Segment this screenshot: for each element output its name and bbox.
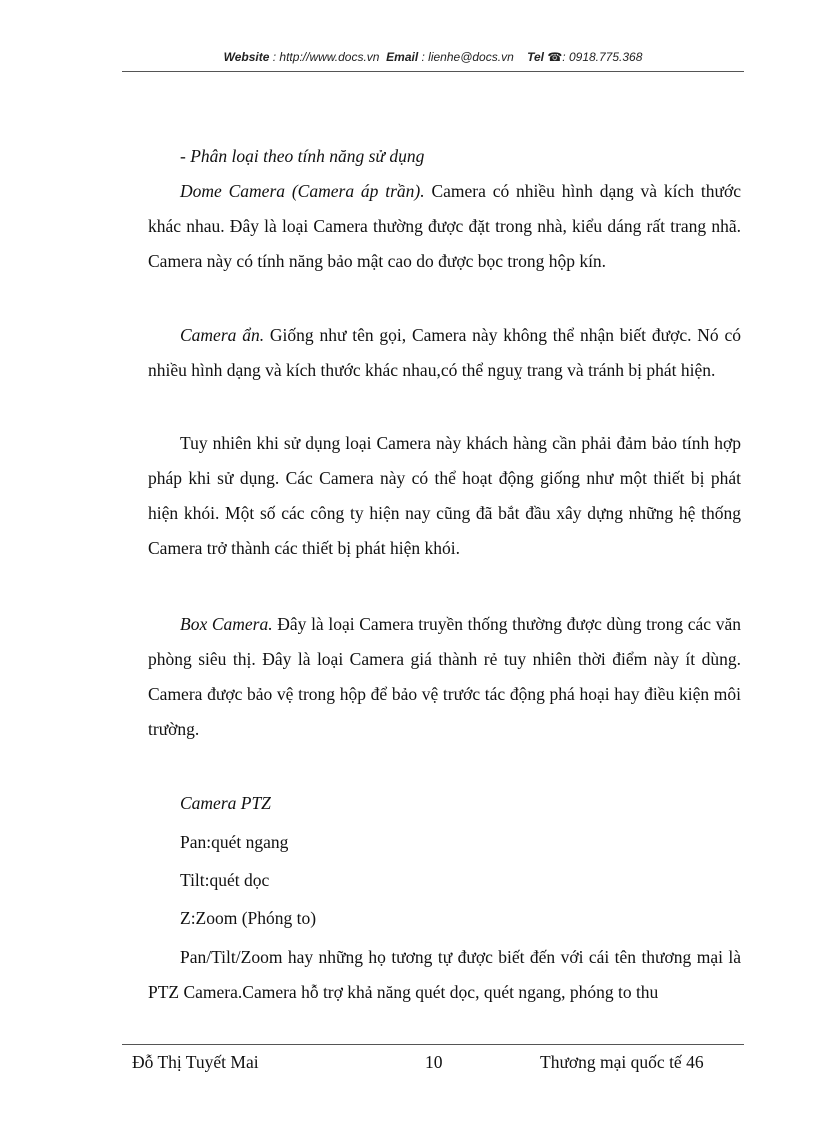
page-number: 10 xyxy=(425,1052,443,1072)
website-label: Website xyxy=(223,50,270,64)
ptz-zoom: Z:Zoom (Phóng to) xyxy=(180,908,317,928)
ptz-tilt: Tilt:quét dọc xyxy=(180,870,270,890)
hidden-camera-term: Camera ẩn. xyxy=(180,325,265,345)
phone-icon: ☎ xyxy=(547,50,563,64)
ptz-heading: Camera PTZ xyxy=(180,793,271,813)
tel-value: : 0918.775.368 xyxy=(562,50,643,64)
tel-label: Tel xyxy=(527,50,544,64)
email-label: Email xyxy=(386,50,419,64)
hidden-camera-note: Tuy nhiên khi sử dụng loại Camera này khách hàng cần phải đảm bảo tính hợp pháp khi sử dụng. Các Camera này có thể hoạt động giống như một thiết bị phát hiện khói. Một số các công ty hiện nay cũng đã bắt đầu xây dựng những hệ thống Camera trở thành các thiết bị phát hiện khói. xyxy=(148,433,741,558)
page-header xyxy=(122,50,744,64)
section-heading: - Phân loại theo tính năng sử dụng xyxy=(180,146,425,166)
box-camera-term: Box Camera. xyxy=(180,614,273,634)
dome-camera-text: Camera có nhiều hình dạng và kích thước khác nhau. Đây là loại Camera thường được đặt trong nhà, kiểu dáng rất trang nhã. Camera này có tính năng bảo mật cao do được bọc trong hộp kín. xyxy=(148,181,741,271)
dome-camera-paragraph xyxy=(148,174,741,279)
header-divider xyxy=(122,71,744,72)
hidden-camera-text: Giống như tên gọi, Camera này không thể nhận biết được. Nó có nhiều hình dạng và kích thước khác nhau,có thể nguỵ trang và tránh bị phát hiện. xyxy=(148,325,741,380)
website-sep: : xyxy=(269,50,280,64)
email-link[interactable]: lienhe@docs.vn xyxy=(428,50,514,64)
hidden-camera-paragraph xyxy=(148,318,741,388)
email-sep: : xyxy=(418,50,429,64)
dome-camera-term: Dome Camera (Camera áp trần). xyxy=(180,181,425,201)
box-camera-paragraph xyxy=(148,607,741,747)
footer-course: Thương mại quốc tế 46 xyxy=(540,1052,704,1072)
footer-divider xyxy=(122,1044,744,1045)
ptz-pan: Pan:quét ngang xyxy=(180,832,289,852)
footer-author: Đỗ Thị Tuyết Mai xyxy=(132,1052,259,1072)
ptz-paragraph: Pan/Tilt/Zoom hay những họ tương tự được biết đến với cái tên thương mại là PTZ Camera.Camera hỗ trợ khả năng quét dọc, quét ngang, phóng to thu xyxy=(148,947,741,1002)
box-camera-text: Đây là loại Camera truyền thống thường được dùng trong các văn phòng siêu thị. Đây là loại Camera giá thành rẻ tuy nhiên thời điểm này ít dùng. Camera được bảo vệ trong hộp để bảo vệ trước tác động phá hoại hay điều kiện môi trường. xyxy=(148,614,741,739)
website-link[interactable]: http://www.docs.vn xyxy=(279,50,380,64)
